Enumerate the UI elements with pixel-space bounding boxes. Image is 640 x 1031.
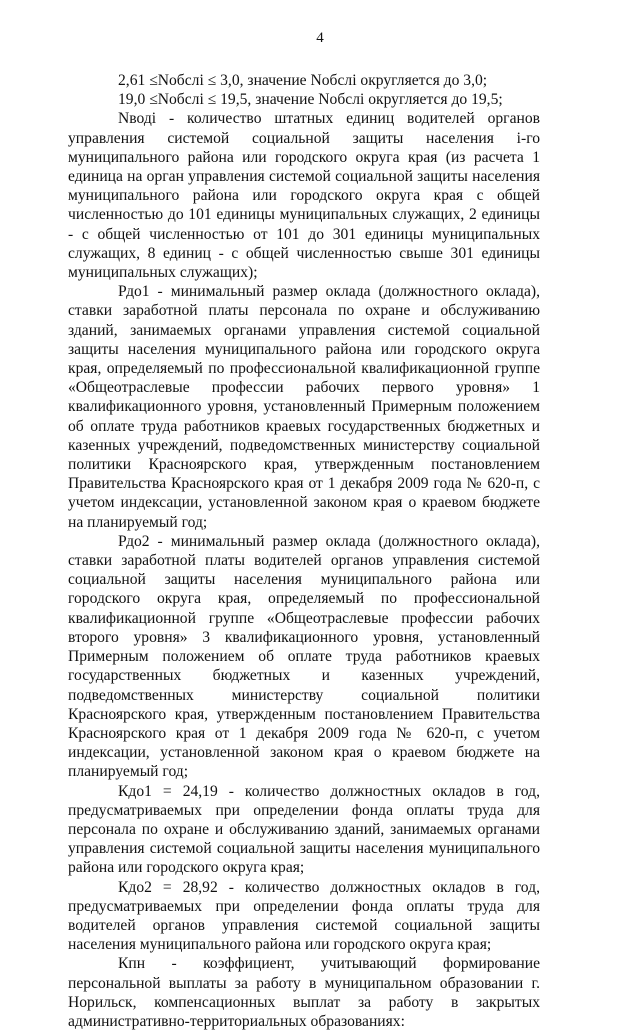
paragraph-rdo2: Рдо2 - минимальный размер оклада (должностного оклада), ставки заработной платы водителей органов управления системой социальной защиты населения муниципального района или городского округа края, определяемый по профессиональной квалификационной группе «Общеотраслевые профессии рабочих второго уровня» 3 квалификационного уровня, установленный Примерным положением об оплате труда работников краевых государственных бюджетных и казенных учреждений, подведомственных министерству социальной политики Красноярского края, утвержденным постановлением Правительства Красноярского края от 1 декабря 2009 года № 620-п, с учетом индексации, установленной законом края о краевом бюджете на планируемый год; bbox=[68, 532, 540, 781]
document-body bbox=[68, 71, 540, 1031]
paragraph-rdo1: Рдо1 - минимальный размер оклада (должностного оклада), ставки заработной платы персонала по охране и обслуживанию зданий, занимаемых органами управления системой социальной защиты населения муниципального района или городского округа края, определяемый по профессиональной квалификационной группе «Общеотраслевые профессии рабочих первого уровня» 1 квалификационного уровня, установленный Примерным положением об оплате труда работников краевых государственных бюджетных и казенных учреждений, подведомственных министерству социальной политики Красноярского края, утвержденным постановлением Правительства Красноярского края от 1 декабря 2009 года № 620-п, с учетом индексации, установленной законом края о краевом бюджете на планируемый год; bbox=[68, 283, 540, 531]
paragraph-kpn: Кпн - коэффициент, учитывающий формирование персональной выплаты за работу в муниципальном образовании г. Норильск, компенсационных выплат за работу в закрытых административно-территориальных образованиях: bbox=[68, 955, 540, 1030]
paragraph-range-3: 2,61 ≤Nобслі ≤ 3,0, значение Nобслі округляется до 3,0; bbox=[118, 72, 488, 89]
paragraph-kdo2: Кдо2 = 28,92 - количество должностных окладов в год, предусматриваемых при определении фонда оплаты труда для водителей органов управления системой социальной защиты населения муниципального района или городского округа края; bbox=[68, 878, 540, 954]
paragraph-range-19-5: 19,0 ≤Nобслі ≤ 19,5, значение Nобслі округляется до 19,5; bbox=[118, 91, 503, 109]
page-number: 4 bbox=[316, 30, 324, 46]
paragraph-nvod: Nводі - количество штатных единиц водителей органов управления системой социальной защиты населения і-го муниципального района или городского округа края (из расчета 1 единица на орган управления системой социальной защиты населения муниципального района или городского округа края с общей численностью до 101 единицы муниципальных служащих, 2 единицы - с общей численностью от 101 до 301 единицы муниципальных служащих, 8 единиц - с общей численностью свыше 301 единицы муниципальных служащих); bbox=[68, 110, 540, 282]
paragraph-kdo1: Кдо1 = 24,19 - количество должностных окладов в год, предусматриваемых при определении фонда оплаты труда для персонала по охране и обслуживанию зданий, занимаемых органами управления системой социальной защиты населения муниципального района или городского округа края; bbox=[68, 782, 540, 877]
